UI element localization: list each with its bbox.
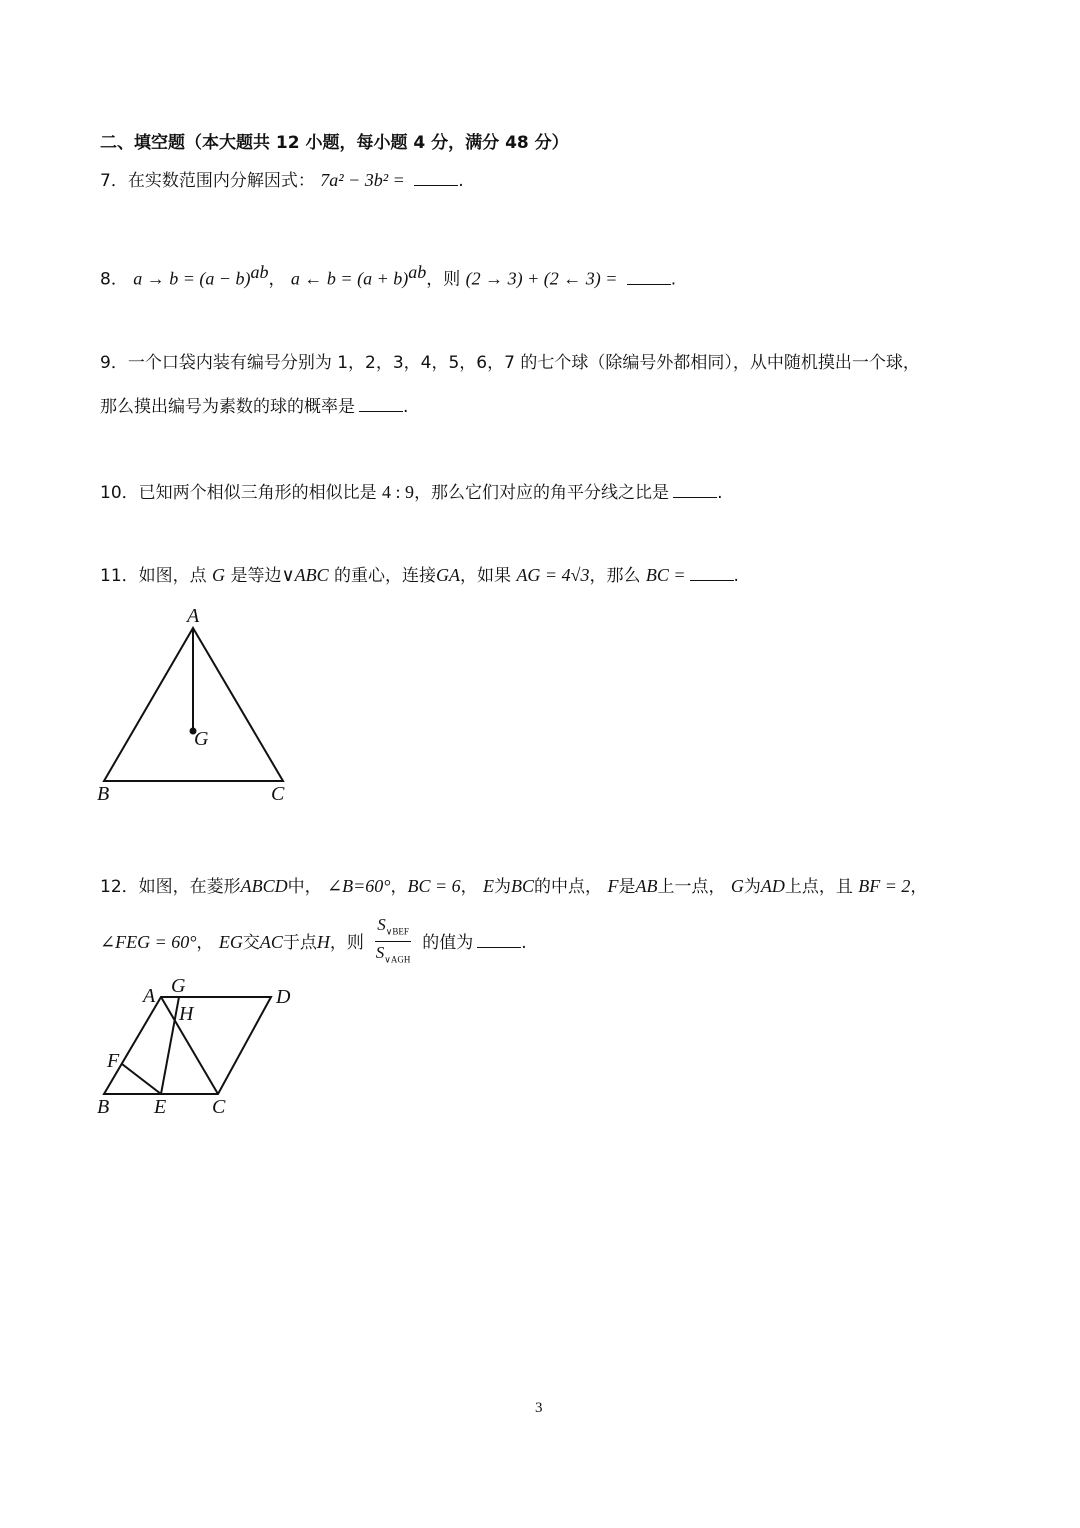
q12-text-b: 中，	[287, 877, 322, 897]
q9-period: .	[403, 397, 409, 417]
q11-text3: ，如果	[460, 566, 512, 586]
q9-answer-blank[interactable]	[359, 397, 403, 412]
q11-segment-ga: GA	[436, 565, 461, 585]
question-8	[100, 257, 676, 295]
q7-expression: 7a² − 3b² =	[320, 170, 405, 190]
question-9-line2	[100, 392, 408, 422]
q12-t8: 于点	[282, 932, 317, 953]
fig12-label-d: D	[276, 986, 291, 1008]
fig11-label-a: A	[187, 605, 200, 627]
fraction-numerator	[375, 915, 411, 942]
q12-period: .	[521, 932, 527, 953]
q12-angle-b: ∠B=60°	[327, 876, 391, 896]
q12-bc: BC	[511, 876, 535, 896]
q10-period: .	[717, 483, 723, 503]
fig11-label-g: G	[194, 728, 209, 750]
q12-t6: 上点，且	[784, 877, 853, 897]
q12-t1: 为	[494, 877, 512, 897]
q8-sep: ，	[268, 269, 286, 290]
question-12-line1	[100, 871, 927, 902]
segment-ef	[122, 1064, 161, 1094]
section-heading: 二、填空题（本大题共 12 小题，每小题 4 分，满分 48 分）	[100, 133, 569, 153]
q12-eg: EG	[218, 931, 243, 952]
question-12-line2	[100, 915, 527, 971]
fig12-label-c: C	[212, 1096, 226, 1118]
q10-answer-blank[interactable]	[673, 483, 717, 498]
q11-bc: BC =	[645, 565, 686, 585]
question-9-line1: 9．一个口袋内装有编号分别为 1，2，3，4，5，6，7 的七个球（除编号外都相同），从中随机摸出一个球，	[100, 353, 920, 373]
fig12-label-a: A	[143, 985, 156, 1007]
fig12-label-f: F	[107, 1050, 120, 1072]
question-7	[100, 165, 464, 196]
q8-def1: a → b = (a − b)	[133, 268, 251, 289]
q12-t3: 是	[618, 877, 636, 897]
q12-rhombus: ABCD	[240, 876, 288, 896]
q12-point-f: F	[607, 876, 619, 896]
fig12-label-h: H	[179, 1003, 194, 1025]
q8-period: .	[670, 269, 677, 290]
q8-sup1: ab	[250, 262, 269, 282]
q11-text1: 是等边	[230, 566, 282, 586]
q12-t5: 为	[743, 877, 761, 897]
question-11	[100, 560, 739, 591]
q11-ag-value: AG = 4√3	[516, 565, 590, 585]
q7-answer-blank[interactable]	[414, 171, 458, 186]
fig12-label-e: E	[154, 1096, 167, 1118]
q12-comma4: ，	[196, 932, 214, 953]
q9-text: 那么摸出编号为素数的球的概率是	[100, 397, 355, 417]
question-10	[100, 477, 722, 508]
q8-def2: a ← b = (a + b)	[290, 268, 409, 289]
q10-mid: ，那么它们对应的角平分线之比是	[414, 483, 670, 503]
q12-answer-blank[interactable]	[477, 933, 521, 948]
q11-answer-blank[interactable]	[690, 566, 734, 581]
q11-prefix: 11．如图，点	[100, 566, 207, 586]
den-s: S	[375, 943, 385, 963]
q11-text2: 的重心，连接	[334, 566, 437, 586]
q10-ratio: 4 : 9	[382, 482, 415, 502]
q12-text-a: 12．如图，在菱形	[100, 877, 241, 897]
q12-bc-value: BC = 6	[407, 876, 461, 896]
q7-period: .	[458, 171, 464, 191]
q12-t9: ，则	[329, 932, 364, 953]
q12-point-g: G	[730, 876, 744, 896]
page-number: 3	[535, 1400, 543, 1416]
q12-area-ratio-fraction	[375, 915, 411, 971]
q11-period: .	[733, 566, 739, 586]
fraction-denominator	[375, 942, 411, 970]
fig11-label-c: C	[271, 783, 285, 805]
q12-t7: 交	[242, 932, 260, 953]
q12-ab: AB	[635, 876, 658, 896]
q12-comma1: ，	[390, 877, 408, 897]
figure-12-rhombus	[95, 985, 305, 1105]
q8-then: ，则	[426, 269, 461, 290]
num-s: S	[377, 915, 386, 934]
q8-expression: (2 → 3) + (2 ← 3) =	[465, 268, 618, 289]
q8-answer-blank[interactable]	[627, 270, 671, 285]
q12-comma3: ，	[910, 877, 928, 897]
q12-angle-feg: ∠FEG = 60°	[100, 931, 197, 952]
q12-t4: 上一点，	[657, 877, 726, 897]
den-sub: ∨AGH	[384, 954, 411, 965]
q12-t10: 的值为	[422, 932, 474, 953]
fig12-label-b: B	[97, 1096, 110, 1118]
q12-ac: AC	[259, 931, 283, 952]
q11-point-g: G	[212, 565, 226, 585]
q11-triangle: ∨ABC	[281, 565, 329, 585]
q11-text4: ，那么	[589, 566, 641, 586]
q12-point-e: E	[483, 876, 495, 896]
num-sub: ∨BEF	[385, 926, 409, 937]
fig12-label-g: G	[171, 975, 186, 997]
q12-bf-value: BF = 2	[858, 876, 911, 896]
q12-point-h: H	[316, 931, 330, 952]
q7-prefix: 7．在实数范围内分解因式：	[100, 171, 315, 191]
q8-prefix: 8．	[100, 269, 128, 290]
fig11-label-b: B	[97, 783, 110, 805]
q12-ad: AD	[760, 876, 785, 896]
q10-prefix: 10．已知两个相似三角形的相似比是	[100, 483, 377, 503]
q8-sup2: ab	[408, 262, 427, 282]
q12-t2: 的中点，	[534, 877, 603, 897]
q12-comma2: ，	[460, 877, 478, 897]
